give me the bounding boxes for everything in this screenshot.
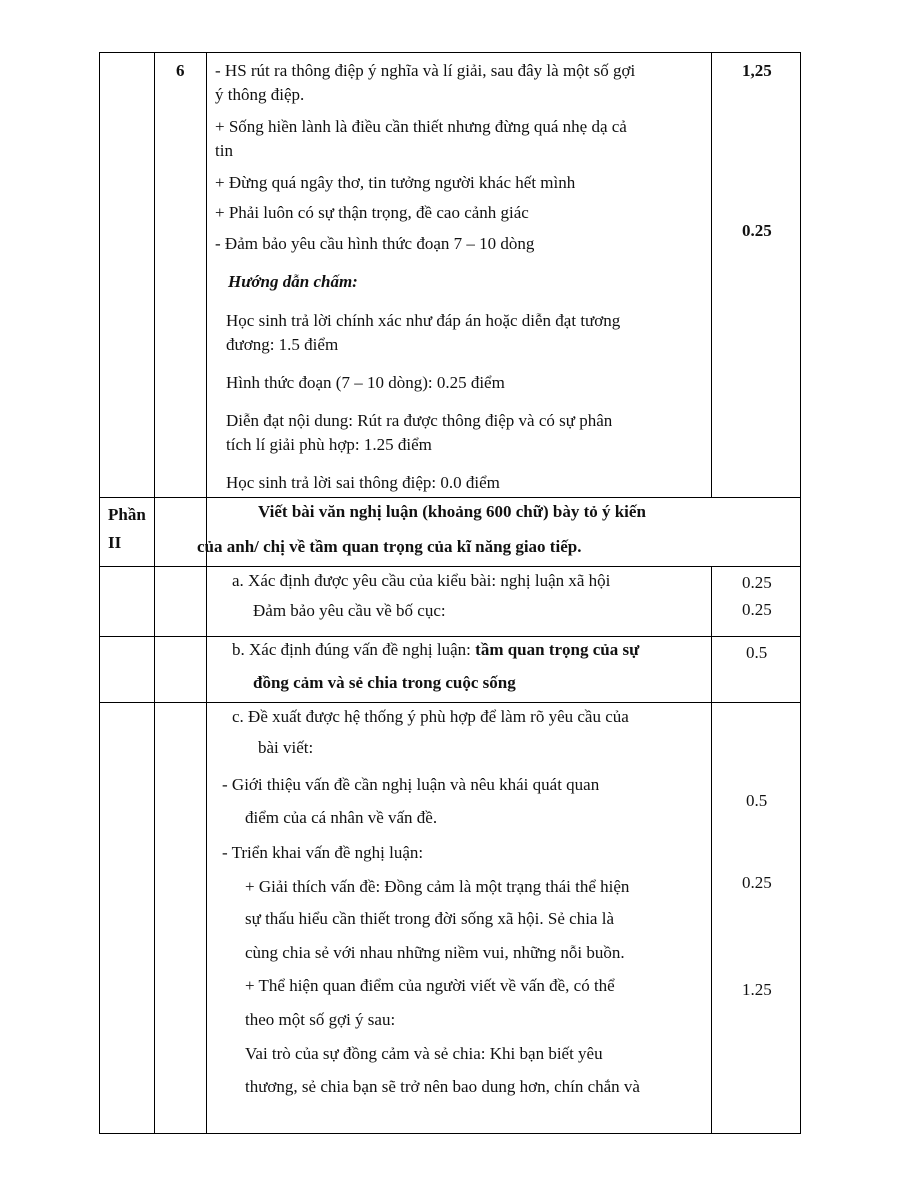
table-rule <box>99 702 801 703</box>
score: 0.5 <box>746 643 768 662</box>
table-rule <box>711 52 712 498</box>
score: 0.25 <box>742 600 772 619</box>
answer-line: tin <box>215 141 233 160</box>
guide-line: Hình thức đoạn (7 – 10 dòng): 0.25 điểm <box>226 373 505 392</box>
criterion-line: sự thấu hiểu cần thiết trong đời sống xã hội. Sẻ chia là <box>245 909 614 928</box>
guide-title: Hướng dẫn chấm: <box>228 272 358 291</box>
answer-line: ý thông điệp. <box>215 85 305 104</box>
criterion-line: + Giải thích vấn đề: Đồng cảm là một trạng thái thể hiện <box>245 877 630 896</box>
guide-line: tích lí giải phù hợp: 1.25 điểm <box>226 435 432 454</box>
table-rule <box>99 566 801 567</box>
part-title: Viết bài văn nghị luận (khoảng 600 chữ) bày tỏ ý kiến <box>258 502 646 521</box>
guide-line: Học sinh trả lời sai thông điệp: 0.0 điểm <box>226 473 500 492</box>
guide-line: Diễn đạt nội dung: Rút ra được thông điệp và có sự phân <box>226 411 613 430</box>
criterion-prefix: b. Xác định đúng vấn đề nghị luận: <box>232 640 476 659</box>
guide-line: đương: 1.5 điểm <box>226 335 339 354</box>
table-rule <box>99 1133 801 1134</box>
criterion-line: thương, sẻ chia bạn sẽ trở nên bao dung hơn, chín chắn và <box>245 1077 640 1096</box>
answer-line: - Đảm bảo yêu cầu hình thức đoạn 7 – 10 dòng <box>215 234 535 253</box>
criterion-line: c. Đề xuất được hệ thống ý phù hợp để làm rõ yêu cầu của <box>232 707 629 726</box>
table-rule <box>154 52 155 1134</box>
criterion-line: a. Xác định được yêu cầu của kiểu bài: nghị luận xã hội <box>232 571 611 590</box>
criterion-line <box>232 639 639 661</box>
table-rule <box>99 497 801 498</box>
score: 1.25 <box>742 980 772 999</box>
score: 0.25 <box>742 873 772 892</box>
table-rule <box>206 52 207 1134</box>
criterion-emphasis: tầm quan trọng của sự <box>475 640 640 659</box>
criterion-line: Vai trò của sự đồng cảm và sẻ chia: Khi bạn biết yêu <box>245 1044 603 1063</box>
answer-line: + Sống hiền lành là điều cần thiết nhưng đừng quá nhẹ dạ cả <box>215 117 627 136</box>
criterion-line: + Thể hiện quan điểm của người viết về vấn đề, có thể <box>245 976 615 995</box>
criterion-line: Đảm bảo yêu cầu về bố cục: <box>253 601 446 620</box>
criterion-line: bài viết: <box>258 738 314 757</box>
table-rule <box>99 636 801 637</box>
table-rule <box>99 52 801 53</box>
criterion-line: điểm của cá nhân về vấn đề. <box>245 808 438 827</box>
part-title: của anh/ chị về tầm quan trọng của kĩ năng giao tiếp. <box>197 537 582 556</box>
guide-line: Học sinh trả lời chính xác như đáp án hoặc diễn đạt tương <box>226 311 621 330</box>
answer-line: + Đừng quá ngây thơ, tin tưởng người khác hết mình <box>215 173 576 192</box>
table-rule <box>800 52 801 1134</box>
criterion-emphasis: đồng cảm và sẻ chia trong cuộc sống <box>253 673 516 692</box>
criterion-line: - Giới thiệu vấn đề cần nghị luận và nêu khái quát quan <box>222 775 600 794</box>
score: 0.25 <box>742 573 772 592</box>
score: 1,25 <box>742 61 772 80</box>
criterion-line: cùng chia sẻ với nhau những niềm vui, những nỗi buồn. <box>245 943 625 962</box>
answer-line: + Phải luôn có sự thận trọng, đề cao cảnh giác <box>215 203 529 222</box>
criterion-line: - Triển khai vấn đề nghị luận: <box>222 843 424 862</box>
score: 0.25 <box>742 221 772 240</box>
criterion-line: theo một số gợi ý sau: <box>245 1010 396 1029</box>
part-label: Phần <box>108 505 146 524</box>
answer-line: - HS rút ra thông điệp ý nghĩa và lí giải, sau đây là một số gợi <box>215 61 636 80</box>
table-rule <box>711 566 712 1134</box>
question-number: 6 <box>176 61 185 80</box>
score: 0.5 <box>746 791 768 810</box>
part-label: II <box>108 533 122 552</box>
table-rule <box>99 52 100 1134</box>
